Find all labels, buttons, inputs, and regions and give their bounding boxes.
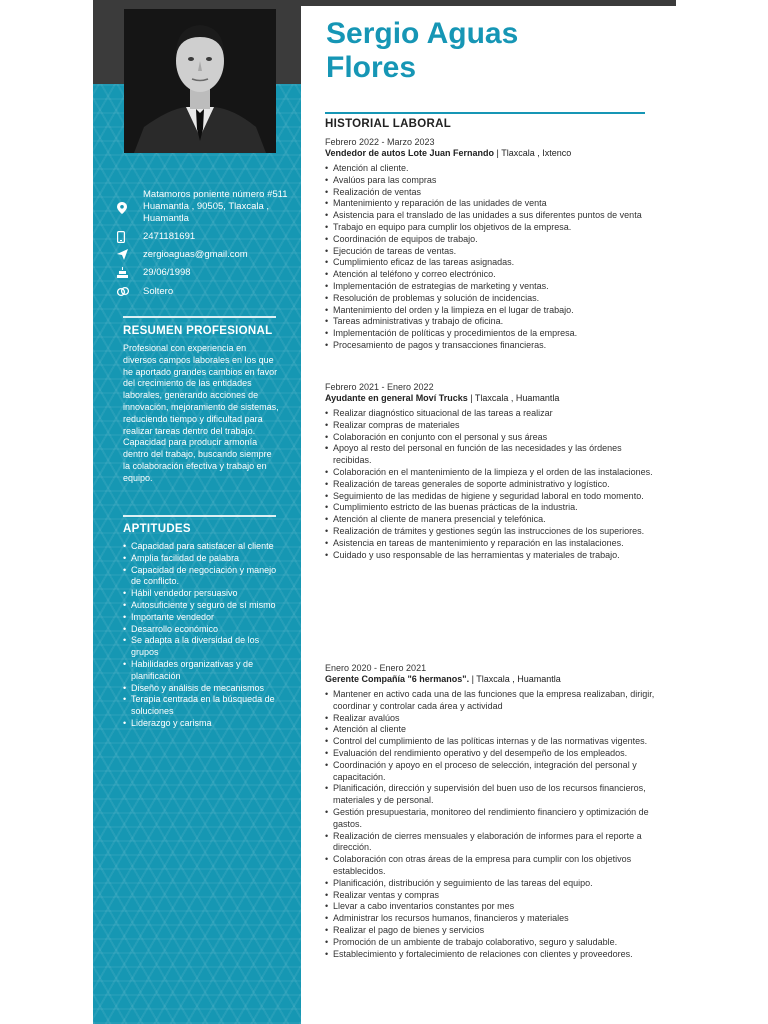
work-history-heading: HISTORIAL LABORAL [325,118,452,130]
job-duty-item: • Mantenimiento y reparación de las unidades de venta [325,198,655,210]
send-icon [117,249,131,263]
summary-text: Profesional con experiencia en diversos campos laborales en los que he aportado grandes cambios en favor del crecimiento de las entidades laborales, generando acciones de innovación, mejoramiento de sistemas, reduciendo tiempo y dificultad para realizar tareas dentro del trabajo. Capacidad para producir armonía dentro del trabajo, buscando siempre la colaboración efectiva y trabajo en equipo. [123,343,279,483]
job-duty-item: • Cumplimiento estricto de las buenas prácticas de la industria. [325,502,655,514]
job-duty-item: • Cuidado y uso responsable de las herramientas y materiales de trabajo. [325,550,655,562]
job-dates: Febrero 2022 - Marzo 2023 [325,137,435,147]
marital-status-text: Soltero [143,286,174,297]
skill-item: • Amplia facilidad de palabra [123,553,283,565]
job-duty-item: • Planificación, distribución y seguimiento de las tareas del equipo. [325,878,655,890]
skill-item: • Autosuficiente y seguro de sí mismo [123,600,283,612]
skill-item: • Capacidad para satisfacer al cliente [123,541,283,553]
job-duty-item: • Mantenimiento del orden y la limpieza en el lugar de trabajo. [325,305,655,317]
job-duty-item: • Colaboración en conjunto con el personal y sus áreas [325,432,655,444]
job-duty-item: • Implementación de estrategias de marketing y ventas. [325,281,655,293]
job-duty-item: • Promoción de un ambiente de trabajo colaborativo, seguro y saludable. [325,937,655,949]
job-duty-item: • Atención al cliente. [325,163,655,175]
skill-item: • Liderazgo y carisma [123,718,283,730]
skills-heading: APTITUDES [123,523,191,535]
job-duty-item: • Realizar avalúos [325,713,655,725]
job-duties [325,408,655,561]
job-duty-item: • Cumplimiento eficaz de las tareas asignadas. [325,257,655,269]
name-divider [325,112,645,114]
job-role: Vendedor de autos Lote Juan Fernando [325,148,495,158]
resume-page [93,0,676,1024]
contact-address [117,189,287,229]
job-duty-item: • Asistencia para el translado de las unidades a sus diferentes puntos de venta [325,210,655,222]
name-line-second: Flores [326,51,417,84]
birthday-cake-icon [117,267,131,281]
job-duty-item: • Asistencia en tareas de mantenimiento y reparación en las instalaciones. [325,538,655,550]
skill-item: • Capacidad de negociación y manejo de conflicto. [123,565,283,589]
job-duty-item: • Realizar ventas y compras [325,890,655,902]
phone-icon [117,231,131,245]
job-duty-item: • Llevar a cabo inventarios constantes por mes [325,901,655,913]
divider [123,515,276,517]
job-duty-item: • Realización de cierres mensuales y elaboración de informes para el reporte a dirección. [325,831,655,855]
job-duty-item: • Realización de ventas [325,187,655,199]
job-duty-item: • Colaboración en el mantenimiento de la limpieza y el orden de las instalaciones. [325,467,655,479]
contact-email [117,249,287,263]
job-location: | Tlaxcala , Huamantla [467,393,560,403]
birthdate-text: 29/06/1998 [143,267,191,278]
job-entry [325,663,655,960]
contact-phone [117,231,287,245]
job-role: Ayudante en general Moví Trucks [325,393,468,403]
job-duty-item: • Apoyo al resto del personal en función de las necesidades y las órdenes recibidas. [325,443,655,467]
job-duty-item: • Procesamiento de pagos y transacciones financieras. [325,340,655,352]
job-duty-item: • Seguimiento de las medidas de higiene y seguridad laboral en todo momento. [325,491,655,503]
job-duty-item: • Atención al cliente [325,724,655,736]
job-title [325,148,655,159]
job-duty-item: • Administrar los recursos humanos, financieros y materiales [325,913,655,925]
job-title [325,674,655,685]
candidate-name [326,17,656,85]
sidebar [93,0,301,1024]
job-dates: Febrero 2021 - Enero 2022 [325,382,434,392]
job-duty-item: • Mantener en activo cada una de las funciones que la empresa realizaban, dirigir, coordinar y controlar cada área y actividad [325,689,655,713]
job-duty-item: • Establecimiento y fortalecimiento de relaciones con clientes y proveedores. [325,949,655,961]
job-duty-item: • Control del cumplimiento de las políticas internas y de las normativas vigentes. [325,736,655,748]
skill-item: • Diseño y análisis de mecanismos [123,683,283,695]
phone-text: 2471181691 [143,231,196,242]
rings-icon [117,286,131,300]
job-duty-item: • Coordinación y apoyo en el proceso de selección, integración del personal y capacitación. [325,760,655,784]
divider [123,316,276,318]
job-duty-item: • Ejecución de tareas de ventas. [325,246,655,258]
address-text: Matamoros poniente número #511 Huamantla , 90505, Tlaxcala , Huamantla [143,189,288,224]
job-duty-item: • Atención al teléfono y correo electrónico. [325,269,655,281]
job-location: | Tlaxcala , Ixtenco [494,148,572,158]
skill-item: • Hábil vendedor persuasivo [123,588,283,600]
skill-item: • Importante vendedor [123,612,283,624]
job-duty-item: • Realización de trámites y gestiones según las instrucciones de los superiores. [325,526,655,538]
job-duty-item: • Realización de tareas generales de soporte administrativo y logístico. [325,479,655,491]
job-duty-item: • Tareas administrativas y trabajo de oficina. [325,316,655,328]
job-duty-item: • Trabajo en equipo para cumplir los objetivos de la empresa. [325,222,655,234]
job-role: Gerente Compañía "6 hermanos". [325,674,470,684]
skills-list [123,541,283,730]
job-duty-item: • Gestión presupuestaria, monitoreo del rendimiento financiero y optimización de gastos. [325,807,655,831]
email-text: zergioaguas@gmail.com [143,249,248,260]
skill-item: • Se adapta a la diversidad de los grupos [123,635,283,659]
job-duty-item: • Resolución de problemas y solución de incidencias. [325,293,655,305]
skill-item: • Desarrollo económico [123,624,283,636]
job-duty-item: • Planificación, dirección y supervisión del buen uso de los recursos financieros, materiales y de personal. [325,783,655,807]
job-duty-item: • Evaluación del rendimiento operativo y del desempeño de los empleados. [325,748,655,760]
job-duty-item: • Realizar compras de materiales [325,420,655,432]
job-duties [325,163,655,352]
job-duties [325,689,655,960]
skill-item: • Habilidades organizativas y de planificación [123,659,283,683]
job-duty-item: • Coordinación de equipos de trabajo. [325,234,655,246]
job-duty-item: • Implementación de políticas y procedimientos de la empresa. [325,328,655,340]
job-title [325,393,655,404]
job-duty-item: • Realizar el pago de bienes y servicios [325,925,655,937]
job-dates: Enero 2020 - Enero 2021 [325,663,427,673]
job-duty-item: • Realizar diagnóstico situacional de las tareas a realizar [325,408,655,420]
job-duty-item: • Colaboración con otras áreas de la empresa para cumplir con los objetivos establecidos. [325,854,655,878]
job-duty-item: • Atención al cliente de manera presencial y telefónica. [325,514,655,526]
location-pin-icon [117,202,131,216]
summary-heading: RESUMEN PROFESIONAL [123,325,273,337]
skill-item: • Terapia centrada en la búsqueda de soluciones [123,694,283,718]
job-entry [325,137,655,352]
job-location: | Tlaxcala , Huamantla [469,674,561,684]
contact-birthdate [117,267,287,281]
job-duty-item: • Avalúos para las compras [325,175,655,187]
job-entry [325,382,655,561]
contact-marital-status [117,286,287,300]
profile-photo [124,9,276,153]
name-line-first: Sergio Aguas [326,17,519,50]
